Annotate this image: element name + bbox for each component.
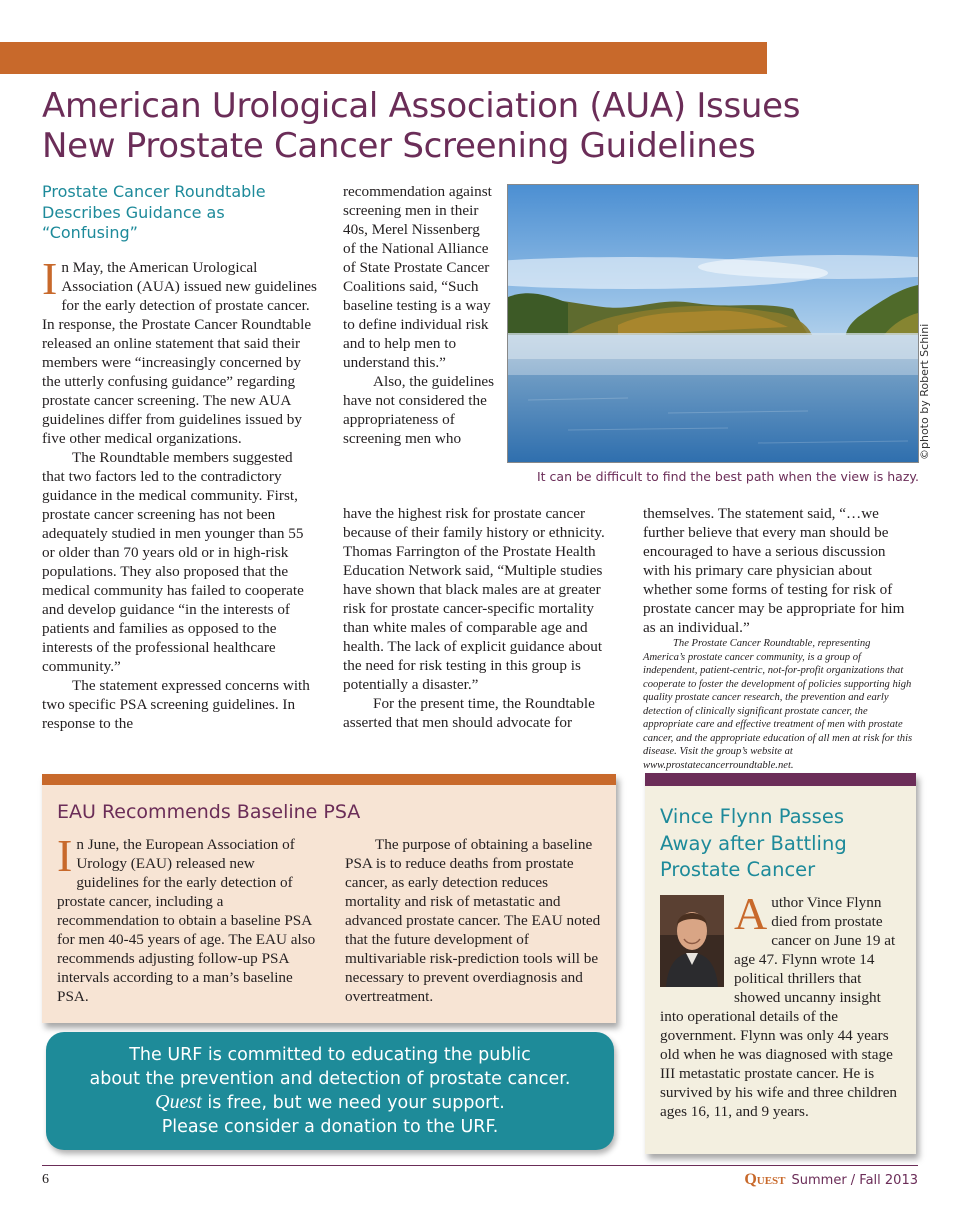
eau-column-2 <box>345 835 607 1006</box>
page-number: 6 <box>42 1172 49 1187</box>
flynn-body <box>660 888 905 1121</box>
donation-line-2: about the prevention and detection of prostate cancer. <box>89 1068 571 1089</box>
donation-line-4: Please consider a donation to the URF. <box>161 1116 499 1137</box>
eau-drop-cap: I <box>57 830 73 881</box>
article-paragraph-5: Also, the guidelines have not considered the appropriateness of screening men who <box>343 373 495 447</box>
lake-photo <box>507 184 919 463</box>
flynn-sidebar-box <box>645 773 916 1154</box>
roundtable-about: The Prostate Cancer Roundtable, representing America’s prostate cancer community, is a group of independent, patient-centric, not-for-profit organizations that cooperate to foster the development of policies supporting high quality prostate cancer research, the prevention and early detection of clinically significant prostate cancer, the appropriate care and effective treatment of men with prostate cancer, and the appropriate education of all men at risk for this disease. Visit the group’s website at www.prostatecancerroundtable.net. <box>643 638 913 771</box>
portrait-image <box>660 895 724 987</box>
article-column-2 <box>343 182 495 448</box>
flynn-paragraph-text: uthor Vince Flynn died from prostate cancer on June 19 at age 47. Flynn wrote 14 political thrillers that showed uncanny insight into operational details of the government. Flynn was only 44 years old when he was diagnosed with stage III metastatic prostate cancer. He is survived by his wife and three children ages 16, 11, and 9 years. <box>660 894 898 1120</box>
headline-line-2: New Prostate Cancer Screening Guidelines <box>42 126 756 166</box>
article-subhead: Prostate Cancer Roundtable Describes Guidance as “Confusing” <box>42 182 266 242</box>
eau-paragraph-2: The purpose of obtaining a baseline PSA is to reduce deaths from prostate cancer, as early detection reduces mortality and risk of metastatic and advanced prostate cancer. The EAU noted that the future development of multivariable risk-prediction tools will be necessary to prevent overdiagnosis and overtreatment. <box>345 836 601 1005</box>
article-paragraph-7: For the present time, the Roundtable asserted that men should advocate for <box>343 695 595 731</box>
donation-line-1: The URF is committed to educating the public <box>129 1045 531 1065</box>
vince-flynn-portrait <box>660 895 724 987</box>
flynn-title: Vince Flynn Passes Away after Battling Prostate Cancer <box>660 805 847 881</box>
article-paragraph-8: themselves. The statement said, “…we further believe that every man should be encouraged to have a serious discussion with his primary care physician about whether some forms of testing for risk of prostate cancer may be appropriate for him as an individual.” <box>643 505 905 636</box>
photo-credit-text: ©photo by Robert Schini <box>918 323 931 460</box>
article-column-3 <box>643 504 915 772</box>
drop-cap: I <box>42 253 58 304</box>
article-paragraph-1-text: n May, the American Urological Association (AUA) issued new guidelines for the early detection of prostate cancer. In response, the Prostate Cancer Roundtable released an online statement that said their members were “increasingly concerned by the utterly confusing guidance” regarding prostate cancer screening. The new AUA guidelines differ from guidelines issued by five other medical organizations. <box>42 259 317 447</box>
article-headline <box>42 86 912 166</box>
donation-line-3 <box>46 1091 614 1116</box>
article-paragraph-4: recommendation against screening men in their 40s, Merel Nissenberg of the National Alliance of State Prostate Cancer Coalitions said, “Such baseline testing is a way to define individual risk and to help men to understand this.” <box>343 183 492 371</box>
article-paragraph-3: The statement expressed concerns with two specific PSA screening guidelines. In response to the <box>42 677 310 732</box>
donation-line-3-text: is free, but we need your support. <box>201 1093 505 1113</box>
hazy-lake-image <box>508 185 918 462</box>
photo-credit <box>918 323 938 480</box>
article-column-2-bottom <box>343 504 613 732</box>
eau-title: EAU Recommends Baseline PSA <box>57 801 361 823</box>
article-paragraph-6: have the highest risk for prostate cancer because of their family history or ethnicity. Thomas Farrington of the Prostate Health Education Network said, “Multiple studies have shown that black males are at greater risk for prostate cancer-specific mortality than white males of comparable age and health. The lack of explicit guidance about the need for risk testing in this group is potentially a disaster.” <box>343 505 605 693</box>
donation-banner <box>46 1032 614 1150</box>
quest-name: Quest <box>155 1091 202 1113</box>
article-column-1 <box>42 253 317 733</box>
eau-paragraph-1-text: n June, the European Association of Urology (EAU) released new guidelines for the early detection of prostate cancer, including a recommendation to obtain a baseline PSA for men 40-45 years of age. The EAU also recommends adjusting follow-up PSA intervals according to a man’s baseline PSA. <box>57 836 316 1005</box>
eau-sidebar-box <box>42 774 616 1023</box>
footer-rule <box>42 1165 918 1166</box>
eau-paragraph-1 <box>57 830 319 1006</box>
photo-caption: It can be difficult to find the best path when the view is hazy. <box>536 469 919 484</box>
flynn-drop-cap: A <box>734 888 768 939</box>
headline-line-1: American Urological Association (AUA) Issues <box>42 86 801 126</box>
issue-label <box>744 1171 918 1189</box>
article-paragraph-1 <box>42 253 317 448</box>
footer-issue-date: Summer / Fall 2013 <box>791 1173 918 1188</box>
article-paragraph-2: The Roundtable members suggested that two factors led to the contradictory guidance in the medical community. First, prostate cancer screening has not been adequately studied in men younger than 55 or older than 70 years old or in high-risk populations. They also proposed that the medical community has failed to cooperate and develop guidance “in the interests of patients and families as opposed to the interests of the professional healthcare community.” <box>42 449 304 675</box>
top-accent-bar <box>0 42 767 74</box>
eau-column-1 <box>57 830 319 1006</box>
footer-quest-logo: Quest <box>744 1171 786 1188</box>
